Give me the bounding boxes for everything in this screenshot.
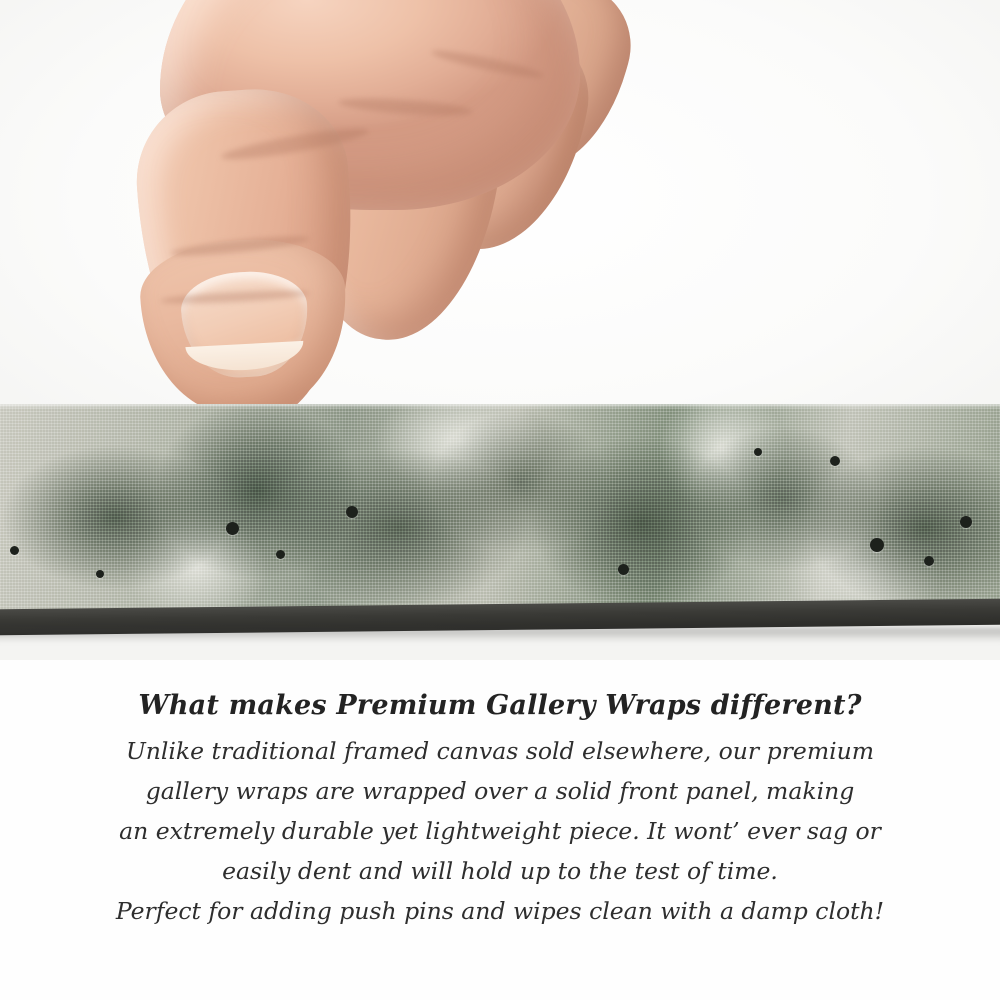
caption-line: Perfect for adding push pins and wipes clean with a damp cloth! xyxy=(115,897,885,925)
caption-line: an extremely durable yet lightweight piece. It wont’ ever sag or xyxy=(119,817,881,845)
caption-line: easily dent and will hold up to the test of time. xyxy=(222,857,778,885)
canvas-speck xyxy=(96,570,104,578)
canvas-speck xyxy=(276,550,285,559)
hand-illustration xyxy=(100,0,580,440)
canvas-speck xyxy=(10,546,19,555)
canvas-speck xyxy=(924,556,934,566)
caption-block xyxy=(0,690,1000,931)
caption-headline: What makes Premium Gallery Wraps different? xyxy=(138,690,862,721)
canvas-speck xyxy=(830,456,840,466)
canvas-top-highlight xyxy=(0,404,1000,409)
canvas-drop-shadow xyxy=(0,628,1000,642)
canvas-speck xyxy=(346,506,358,518)
canvas-speck xyxy=(960,516,972,528)
caption-line: gallery wraps are wrapped over a solid front panel, making xyxy=(145,777,855,805)
canvas-wrap-edge xyxy=(0,404,1000,636)
caption-line: Unlike traditional framed canvas sold elsewhere, our premium xyxy=(125,737,875,765)
canvas-speck xyxy=(754,448,762,456)
canvas-weave-texture xyxy=(0,404,1000,610)
canvas-speck xyxy=(226,522,239,535)
canvas-speck xyxy=(870,538,884,552)
canvas-speck xyxy=(618,564,629,575)
